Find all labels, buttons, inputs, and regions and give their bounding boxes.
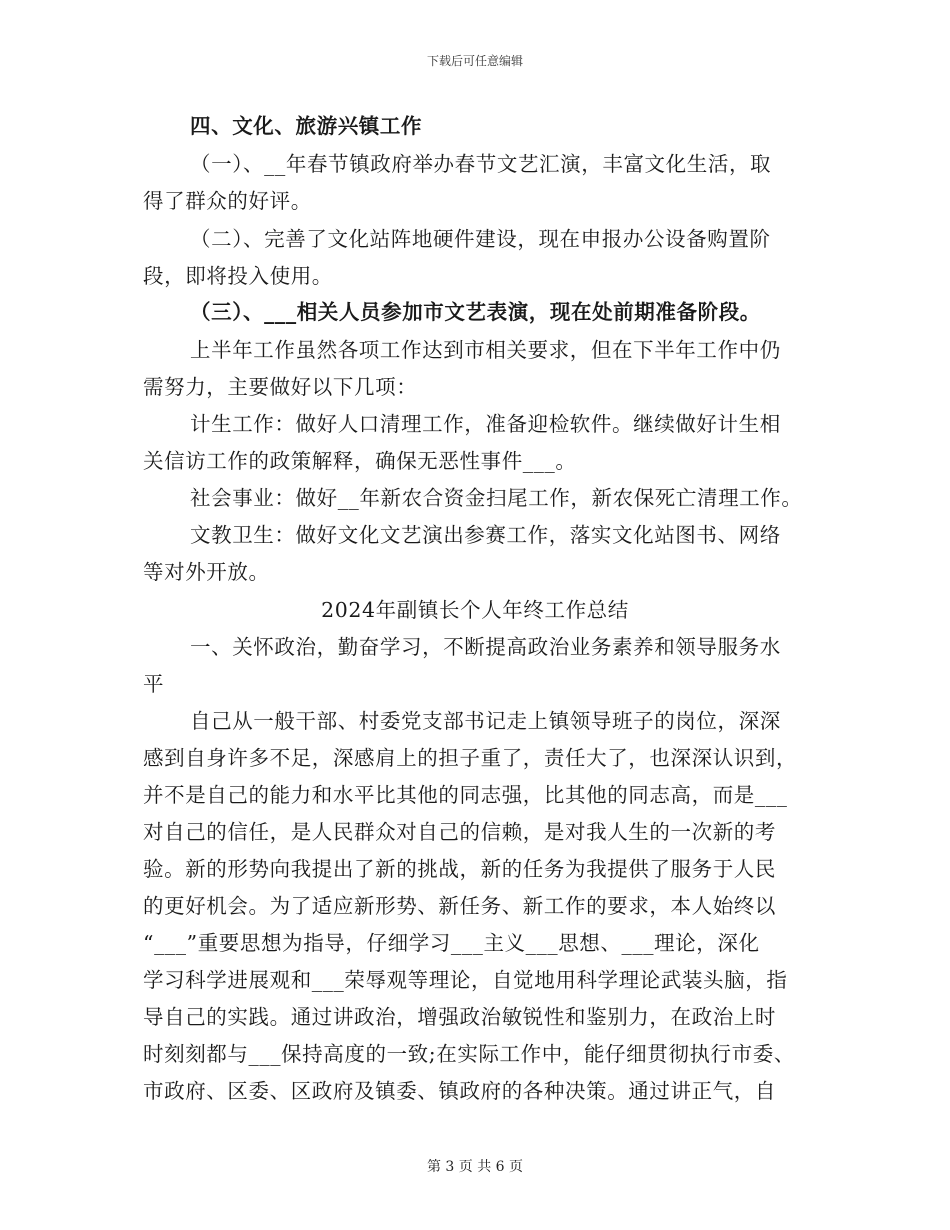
item-1-line-2: 得了群众的好评。 (143, 189, 312, 213)
jisheng-line-1: 计生工作：做好人口清理工作，准备迎检软件。继续做好计生相 (190, 412, 781, 436)
point-1-line-1: 一、关怀政治，勤奋学习，不断提高政治业务素养和领导服务水 (190, 635, 781, 659)
page-footer: 第 3 页 共 6 页 (426, 1159, 524, 1175)
body-line-11: 市政府、区委、区政府及镇委、镇政府的各种决策。通过讲正气，自 (143, 1079, 776, 1103)
body-line-9: 导自己的实践。通过讲政治，增强政治敏锐性和鉴别力，在政治上时 (143, 1005, 776, 1029)
body-line-10: 时刻刻都与___保持高度的一致;在实际工作中，能仔细贯彻执行市委、 (143, 1042, 795, 1066)
item-2-line-2: 段，即将投入使用。 (143, 264, 333, 288)
point-1-line-2: 平 (143, 672, 165, 696)
wenjiao-line-2: 等对外开放。 (143, 560, 270, 584)
item-3: （三）、___相关人员参加市文艺表演，现在处前期准备阶段。 (190, 300, 761, 324)
body-line-4: 对自己的信任，是人民群众对自己的信赖，是对我人生的一次新的考 (143, 820, 776, 844)
report-title: 2024年副镇长个人年终工作总结 (321, 598, 629, 622)
jisheng-line-2: 关信访工作的政策解释，确保无恶性事件___。 (143, 449, 577, 473)
body-line-7: “___”重要思想为指导，仔细学习___主义___思想、___理论，深化 (143, 931, 760, 955)
summary-line-1: 上半年工作虽然各项工作达到市相关要求，但在下半年工作中仍 (190, 338, 781, 362)
body-line-5: 验。新的形势向我提出了新的挑战，新的任务为我提供了服务于人民 (143, 857, 776, 881)
body-line-2: 感到自身许多不足，深感肩上的担子重了，责任大了，也深深认识到， (143, 746, 798, 770)
body-line-6: 的更好机会。为了适应新形势、新任务、新工作的要求，本人始终以 (143, 894, 776, 918)
shehui-line: 社会事业：做好__年新农合资金扫尾工作，新农保死亡清理工作。 (190, 486, 803, 510)
wenjiao-line-1: 文教卫生：做好文化文艺演出参赛工作，落实文化站图书、网络 (190, 523, 781, 547)
summary-line-2: 需努力，主要做好以下几项： (143, 375, 418, 399)
item-1-line-1: （一）、__年春节镇政府举办春节文艺汇演，丰富文化生活，取 (190, 152, 772, 176)
page-header: 下载后可任意编辑 (426, 54, 523, 68)
section-heading: 四、文化、旅游兴镇工作 (190, 114, 423, 138)
item-2-line-1: （二）、完善了文化站阵地硬件建设，现在申报办公设备购置阶 (190, 227, 771, 251)
body-line-1: 自己从一般干部、村委党支部书记走上镇领导班子的岗位，深深 (190, 709, 781, 733)
body-line-8: 学习科学进展观和___荣辱观等理论，自觉地用科学理论武装头脑，指 (143, 968, 788, 992)
body-line-3: 并不是自己的能力和水平比其他的同志强，比其他的同志高，而是___ (143, 783, 788, 807)
